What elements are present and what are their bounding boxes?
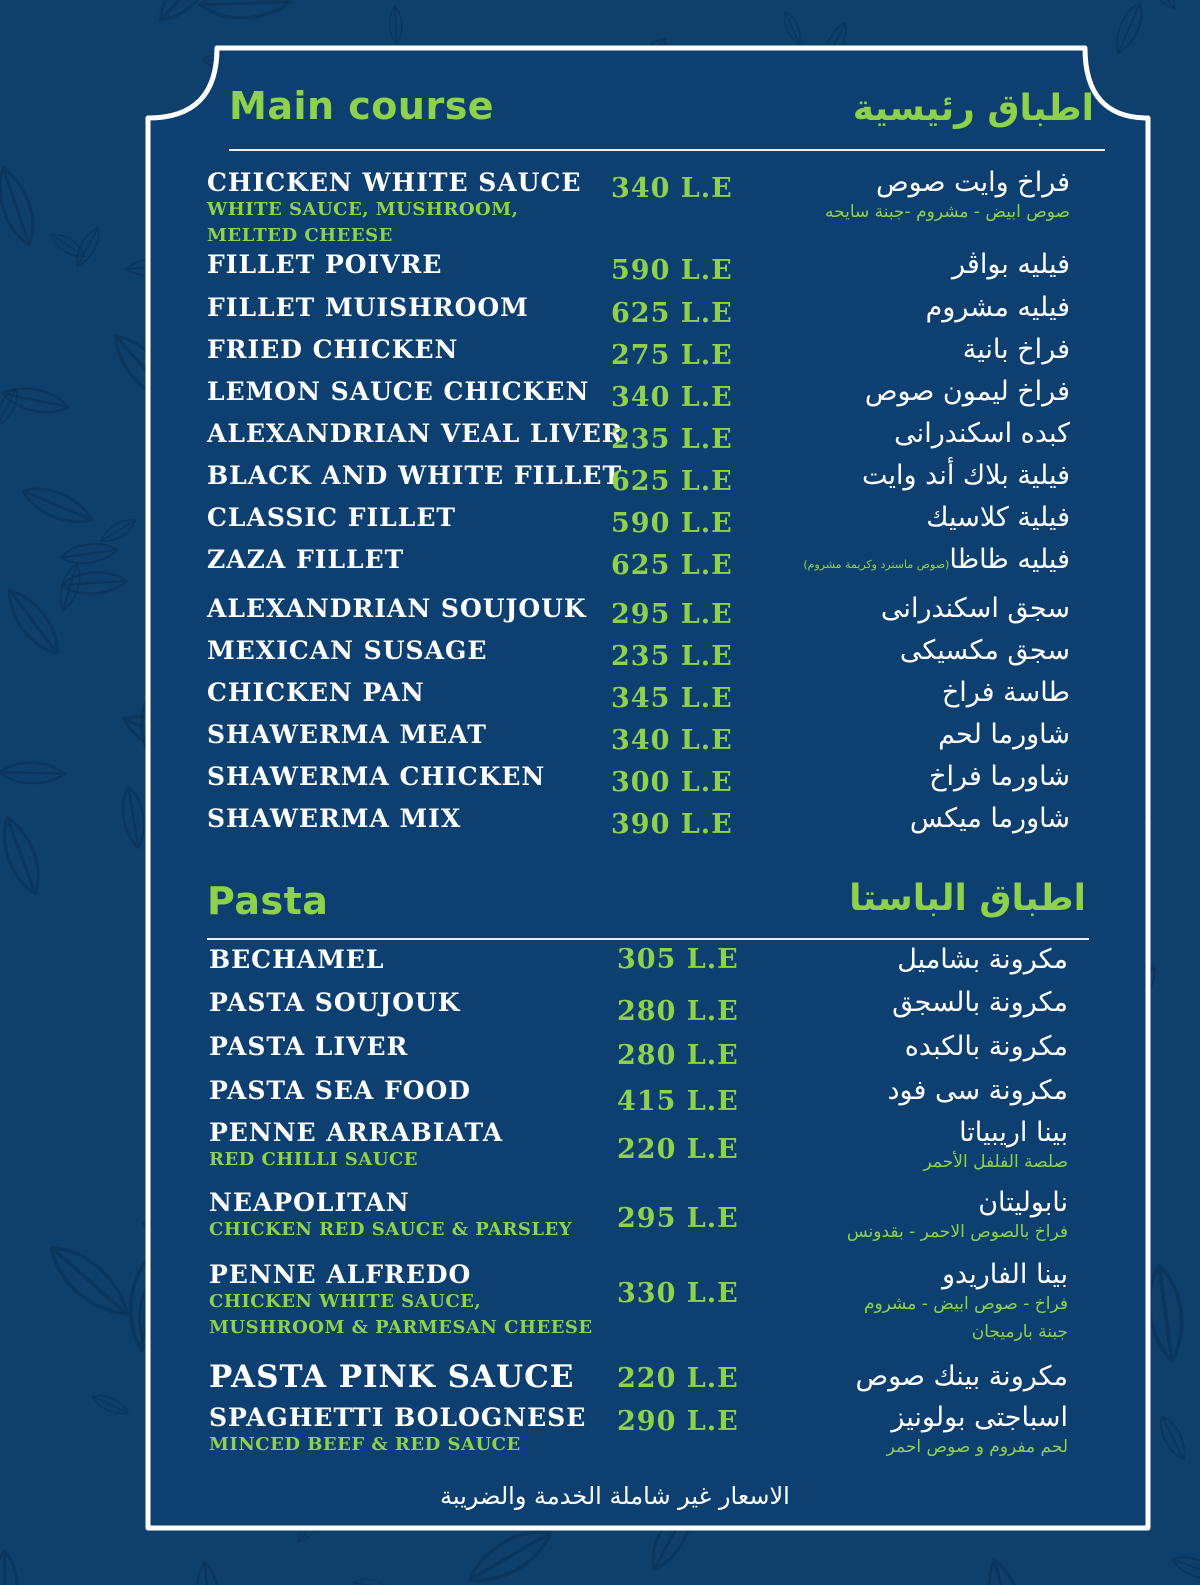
- item-price: 220 L.E: [617, 1134, 739, 1165]
- item-name-arabic-text: فيلية كلاسيك: [926, 502, 1070, 533]
- item-name-arabic: [803, 544, 1070, 581]
- item-name: PENNE ARRABIATA: [209, 1118, 504, 1147]
- item-name-arabic: [905, 1031, 1068, 1063]
- item-name-arabic: [926, 292, 1070, 324]
- item-description: MUSHROOM & PARMESAN CHEESE: [209, 1317, 593, 1338]
- item-name-arabic-text: مكرونة بشاميل: [897, 944, 1068, 975]
- item-price: 625 L.E: [611, 466, 733, 497]
- item-description-arabic: جبنة بارميجان: [971, 1322, 1068, 1342]
- item-name-arabic-text: فراخ ليمون صوص: [864, 376, 1070, 407]
- item-description: WHITE SAUCE, MUSHROOM,: [207, 199, 519, 220]
- item-name-arabic-text: مكرونة سى فود: [887, 1075, 1068, 1106]
- item-name-arabic-text: كبده اسكندرانى: [894, 418, 1070, 449]
- item-name-arabic: [952, 249, 1070, 281]
- item-price: 300 L.E: [611, 767, 733, 798]
- item-name: BLACK AND WHITE FILLET: [207, 461, 623, 490]
- item-price: 280 L.E: [617, 1040, 739, 1071]
- item-name-arabic-text: شاورما ميكس: [909, 803, 1070, 834]
- item-price: 280 L.E: [617, 996, 739, 1027]
- main-course-title-arabic: اطباق رئيسية: [852, 88, 1094, 129]
- item-price: 295 L.E: [617, 1203, 739, 1234]
- item-name-arabic-text: فيليه ظاظا: [949, 544, 1070, 575]
- item-name: FILLET POIVRE: [207, 250, 443, 279]
- item-name-arabic: [865, 376, 1070, 408]
- item-price: 390 L.E: [611, 809, 733, 840]
- item-price: 340 L.E: [611, 173, 733, 204]
- item-name-arabic-text: اسباجتى بولونيز: [891, 1402, 1068, 1433]
- item-name-arabic-text: نابوليتان: [978, 1187, 1068, 1218]
- item-note-arabic: (صوص ماسترد وكريمة مشروم): [803, 558, 950, 571]
- item-price: 235 L.E: [611, 424, 733, 455]
- item-name-arabic: [926, 502, 1070, 534]
- item-name-arabic: [897, 944, 1068, 976]
- main-course-title: Main course: [229, 84, 495, 128]
- item-price: 275 L.E: [611, 340, 733, 371]
- main-course-divider: [229, 149, 1105, 151]
- item-name-arabic: [910, 803, 1070, 835]
- item-name-arabic-text: فراخ وايت صوص: [876, 167, 1070, 198]
- item-price: 295 L.E: [611, 599, 733, 630]
- item-price: 625 L.E: [611, 298, 733, 329]
- item-name: PASTA SEA FOOD: [209, 1076, 471, 1105]
- item-description-arabic: فراخ - صوص ابيض - مشروم: [863, 1294, 1068, 1314]
- item-name: SHAWERMA MIX: [207, 804, 462, 833]
- item-name-arabic-text: سجق مكسيكى: [899, 635, 1070, 666]
- item-price: 415 L.E: [617, 1086, 739, 1117]
- item-description: MINCED BEEF & RED SAUCE: [209, 1434, 521, 1455]
- item-name-arabic-text: بينا اريبياتا: [959, 1117, 1068, 1148]
- item-name-arabic: [978, 1187, 1068, 1219]
- item-name: ALEXANDRIAN VEAL LIVER: [207, 419, 624, 448]
- item-name-arabic-text: شاورما لحم: [938, 719, 1070, 750]
- pasta-title: Pasta: [207, 879, 329, 923]
- pasta-title-arabic: اطباق الباستا: [849, 878, 1086, 919]
- item-price: 290 L.E: [617, 1406, 739, 1437]
- item-name-arabic: [959, 1117, 1068, 1149]
- item-description: CHICKEN RED SAUCE & PARSLEY: [209, 1219, 573, 1240]
- item-name-arabic-text: فيليه بواڤر: [952, 249, 1070, 280]
- item-price: 340 L.E: [611, 725, 733, 756]
- item-price: 220 L.E: [617, 1363, 739, 1394]
- item-name-arabic: [862, 460, 1070, 492]
- item-name: PASTA SOUJOUK: [209, 988, 461, 1017]
- item-name-arabic-text: فيلية بلاك أند وايت: [862, 460, 1070, 491]
- item-name: LEMON SAUCE CHICKEN: [207, 377, 590, 406]
- item-name: PASTA LIVER: [209, 1032, 409, 1061]
- item-name: CLASSIC FILLET: [207, 503, 456, 532]
- item-name-arabic: [876, 167, 1070, 199]
- item-name-arabic: [929, 761, 1070, 793]
- item-name: NEAPOLITAN: [209, 1188, 410, 1217]
- item-name-arabic: [888, 1075, 1068, 1107]
- item-price: 590 L.E: [611, 255, 733, 286]
- item-name-arabic: [881, 593, 1070, 625]
- item-name-arabic-text: طاسة فراخ: [941, 677, 1070, 708]
- item-name: SHAWERMA MEAT: [207, 720, 487, 749]
- item-name-arabic: [900, 635, 1070, 667]
- item-name-arabic-text: مكرونة بينك صوص: [855, 1361, 1068, 1392]
- item-name: ALEXANDRIAN SOUJOUK: [207, 594, 587, 623]
- item-name-arabic: [891, 1402, 1068, 1434]
- item-price: 235 L.E: [611, 641, 733, 672]
- item-name: ZAZA FILLET: [207, 545, 405, 574]
- item-name-arabic-text: مكرونة بالكبده: [904, 1031, 1068, 1062]
- item-name-arabic: [942, 677, 1070, 709]
- item-name-arabic-text: فراخ بانية: [962, 334, 1070, 365]
- item-name-arabic: [963, 334, 1070, 366]
- item-description: CHICKEN WHITE SAUCE,: [209, 1291, 482, 1312]
- item-name-arabic: [938, 719, 1070, 751]
- item-name: BECHAMEL: [209, 945, 385, 974]
- item-price: 340 L.E: [611, 382, 733, 413]
- item-price: 590 L.E: [611, 508, 733, 539]
- item-description-arabic: صلصة الفلفل الأحمر: [923, 1152, 1068, 1172]
- pasta-divider: [207, 938, 1089, 940]
- item-name: PENNE ALFREDO: [209, 1260, 472, 1289]
- item-name: FILLET MUISHROOM: [207, 293, 529, 322]
- item-price: 305 L.E: [617, 944, 739, 975]
- item-name: CHICKEN WHITE SAUCE: [207, 168, 582, 197]
- item-price: 345 L.E: [611, 683, 733, 714]
- item-price: 625 L.E: [611, 550, 733, 581]
- item-description-arabic: لحم مفروم و صوص احمر: [886, 1437, 1068, 1457]
- item-name: CHICKEN PAN: [207, 678, 425, 707]
- item-name: SHAWERMA CHICKEN: [207, 762, 546, 791]
- item-name-arabic: [942, 1259, 1068, 1291]
- item-description-arabic: صوص ابيض - مشروم -جبنة سايحه: [825, 202, 1070, 222]
- item-name-arabic-text: شاورما فراخ: [929, 761, 1070, 792]
- item-name-arabic: [855, 1361, 1068, 1393]
- item-name-arabic-text: بينا الفاريدو: [942, 1259, 1068, 1290]
- item-price: 330 L.E: [617, 1278, 739, 1309]
- item-name-arabic: [894, 418, 1070, 450]
- item-description-arabic: فراخ بالصوص الاحمر - بقدونس: [846, 1222, 1068, 1242]
- item-name-arabic: [892, 987, 1068, 1019]
- item-name: SPAGHETTI BOLOGNESE: [209, 1403, 587, 1432]
- item-description: RED CHILLI SAUCE: [209, 1149, 419, 1170]
- item-name: PASTA PINK SAUCE: [209, 1359, 575, 1395]
- item-name-arabic-text: مكرونة بالسجق: [892, 987, 1068, 1018]
- item-description: MELTED CHEESE: [207, 225, 393, 246]
- tax-service-note: الاسعار غير شاملة الخدمة والضريبة: [440, 1482, 790, 1510]
- item-name-arabic-text: سجق اسكندرانى: [880, 593, 1070, 624]
- item-name: FRIED CHICKEN: [207, 335, 459, 364]
- item-name-arabic-text: فيليه مشروم: [925, 292, 1070, 323]
- item-name: MEXICAN SUSAGE: [207, 636, 488, 665]
